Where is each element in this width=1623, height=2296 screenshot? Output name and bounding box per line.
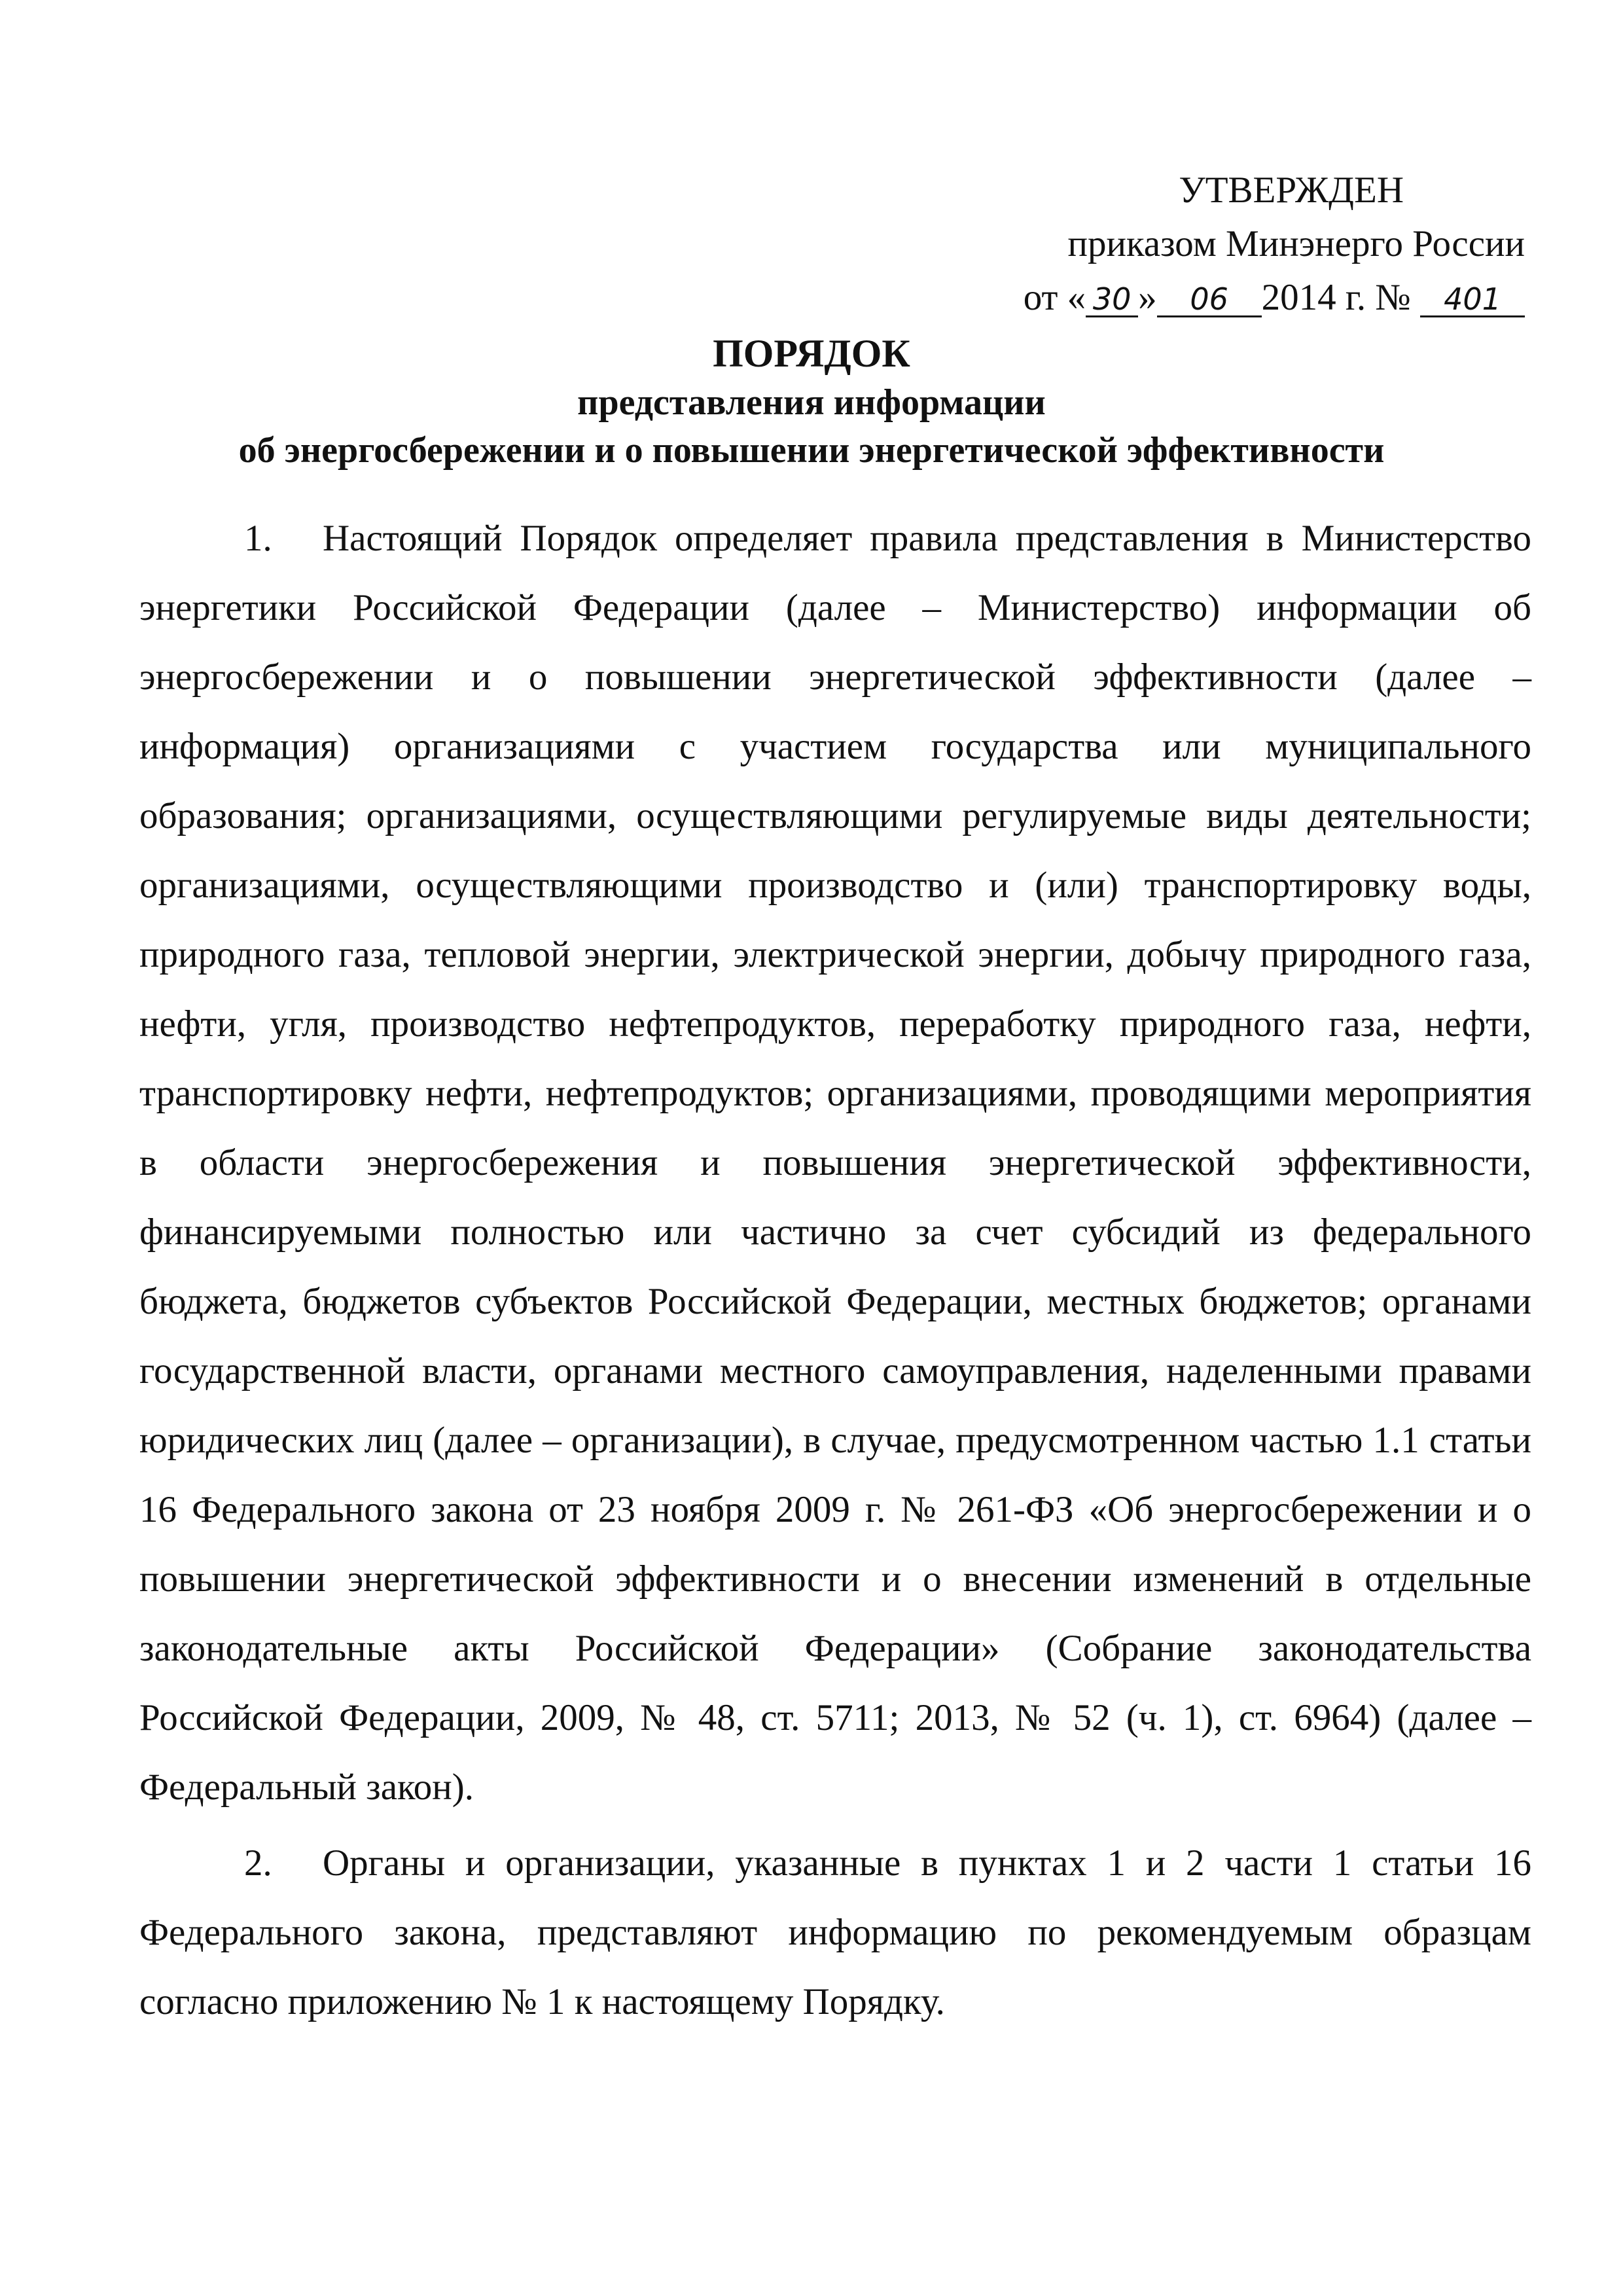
title-line-1: ПОРЯДОК	[713, 332, 910, 375]
paragraph-number: 1.	[244, 518, 272, 559]
approval-order-line	[936, 271, 1525, 325]
title-line-3: об энергосбережении и о повышении энергетической эффективности	[238, 430, 1385, 471]
paragraph-text: Настоящий Порядок определяет правила представления в Министерство энергетики Российской Федерации (далее – Министерство) информации об энергосбережении и о повышении энергетической эффективности (далее – информация) организациями с участием государства или муниципального образования; организациями, осуществляющими регулируемые виды деятельности; организациями, осуществляющими производство и (или) транспортировку воды, природного газа, тепловой энергии, электрической энергии, добычу природного газа, нефти, угля, производство нефтепродуктов, переработку природного газа, нефти, транспортировку нефти, нефтепродуктов; организациями, проводящими мероприятия в области энергосбережения и повышения энергетической эффективности, финансируемыми полностью или частично за счет субсидий из федерального бюджета, бюджетов субъектов Российской Федерации, местных бюджетов; органами государственной власти, органами местного самоуправления, наделенными правами юридических лиц (далее – организации), в случае, предусмотренном частью 1.1 статьи 16 Федерального закона от 23 ноября 2009 г. № 261-ФЗ «Об энергосбережении и о повышении энергетической эффективности и о внесении изменений в отдельные законодательные акты Российской Федерации» (Собрание законодательства Российской Федерации, 2009, № 48, ст. 5711; 2013, № 52 (ч. 1), ст. 6964) (далее – Федеральный закон).	[139, 518, 1531, 1808]
paragraph-1	[139, 504, 1531, 1822]
document-title	[131, 331, 1492, 472]
approval-heading: УТВЕРЖДЕН	[1179, 170, 1404, 211]
date-mid: »	[1138, 277, 1157, 318]
document-body	[139, 504, 1531, 2037]
year-text: 2014 г. №	[1261, 277, 1411, 318]
paragraph-number: 2.	[244, 1842, 272, 1884]
title-line-2: представления информации	[577, 382, 1046, 423]
handwritten-day: 30	[1086, 283, 1138, 317]
date-prefix: от «	[1023, 277, 1086, 318]
paragraph-2	[139, 1829, 1531, 2037]
paragraph-text: Органы и организации, указанные в пунктах 1 и 2 части 1 статьи 16 Федерального закона, представляют информацию по рекомендуемым образцам согласно приложению № 1 к настоящему Порядку.	[139, 1842, 1531, 2022]
handwritten-order-number: 401	[1420, 283, 1525, 317]
handwritten-month: 06	[1157, 283, 1262, 317]
approval-block	[936, 164, 1525, 325]
approval-order-by: приказом Минэнерго России	[1067, 223, 1525, 264]
